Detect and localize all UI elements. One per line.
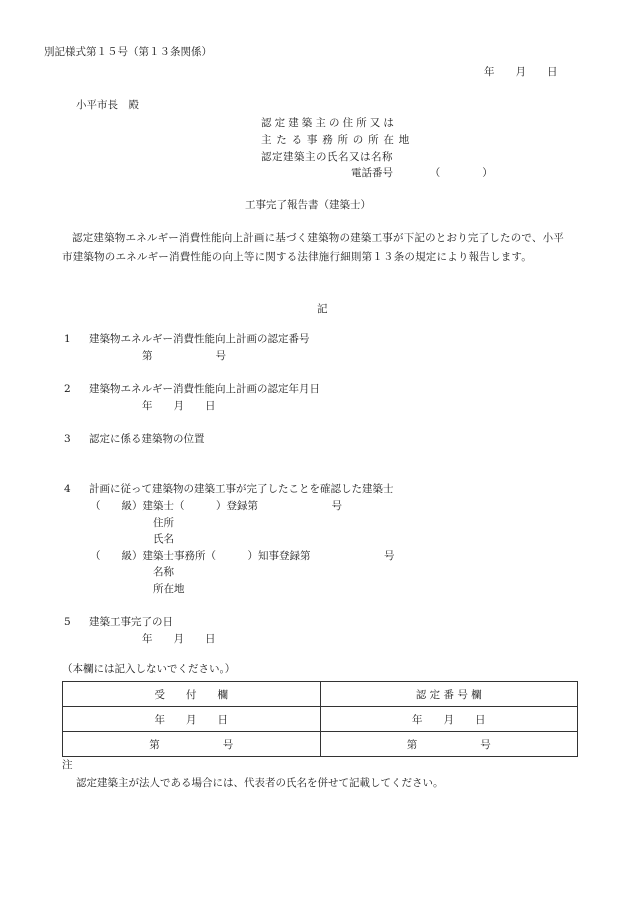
applicant-address-label-1: 認定建築主の住所又は (261, 117, 397, 129)
item-5-number: 5 (64, 616, 71, 628)
certification-date-cell: 年 月 日 (320, 707, 578, 732)
document-title: 工事完了報告書（建築士） (245, 199, 371, 211)
ki-label: 記 (317, 303, 328, 315)
item-1-value: 第 号 (142, 350, 226, 362)
item-4-office-name-label: 名称 (153, 566, 174, 578)
item-4-name-label: 氏名 (153, 533, 174, 545)
item-4-office-line: （ 級）建築士事務所（ ）知事登録第 号 (90, 550, 395, 562)
report-date: 年 月 日 (484, 66, 558, 78)
certification-number-header: 認 定 番 号 欄 (320, 682, 578, 707)
item-1-number: 1 (64, 333, 71, 345)
item-1-title: 建築物エネルギー消費性能向上計画の認定番号 (89, 333, 310, 345)
note-label: 注 (62, 759, 73, 771)
table-caption: （本欄には記入しないでください。） (62, 663, 236, 675)
reception-header: 受 付 欄 (63, 682, 321, 707)
item-2-title: 建築物エネルギー消費性能向上計画の認定年月日 (89, 383, 320, 395)
applicant-phone: 電話番号 （ ） (351, 167, 493, 179)
office-use-table (62, 681, 578, 757)
item-5-title: 建築工事完了の日 (89, 616, 173, 628)
applicant-address-label-2: 主たる事務所の所在地 (261, 134, 414, 146)
item-3-title: 認定に係る建築物の位置 (89, 433, 205, 445)
reception-date-cell: 年 月 日 (63, 707, 321, 732)
table-row (63, 682, 578, 707)
item-4-office-location-label: 所在地 (153, 583, 185, 595)
intro-paragraph: 認定建築物エネルギー消費性能向上計画に基づく建築物の建築工事が下記のとおり完了したので、小平市建築物のエネルギー消費性能の向上等に関する法律施行細則第１３条の規定により報告します。 (62, 232, 564, 263)
certification-number-cell: 第 号 (320, 732, 578, 757)
item-4-number: 4 (64, 483, 71, 495)
addressee: 小平市長 殿 (76, 99, 139, 111)
table-row (63, 732, 578, 757)
item-4-title: 計画に従って建築物の建築工事が完了したことを確認した建築士 (89, 483, 394, 495)
table-row (63, 707, 578, 732)
item-2-value: 年 月 日 (142, 400, 216, 412)
applicant-name-label: 認定建築主の氏名又は名称 (261, 151, 393, 163)
item-4-architect-line: （ 級）建築士（ ）登録第 号 (90, 500, 342, 512)
item-5-value: 年 月 日 (142, 633, 216, 645)
form-number: 別記様式第１５号（第１３条関係） (44, 46, 212, 58)
item-4-address-label: 住所 (153, 517, 174, 529)
note-text: 認定建築主が法人である場合には、代表者の氏名を併せて記載してください。 (76, 777, 444, 789)
reception-number-cell: 第 号 (63, 732, 321, 757)
item-3-number: 3 (64, 433, 71, 445)
item-2-number: 2 (64, 383, 71, 395)
